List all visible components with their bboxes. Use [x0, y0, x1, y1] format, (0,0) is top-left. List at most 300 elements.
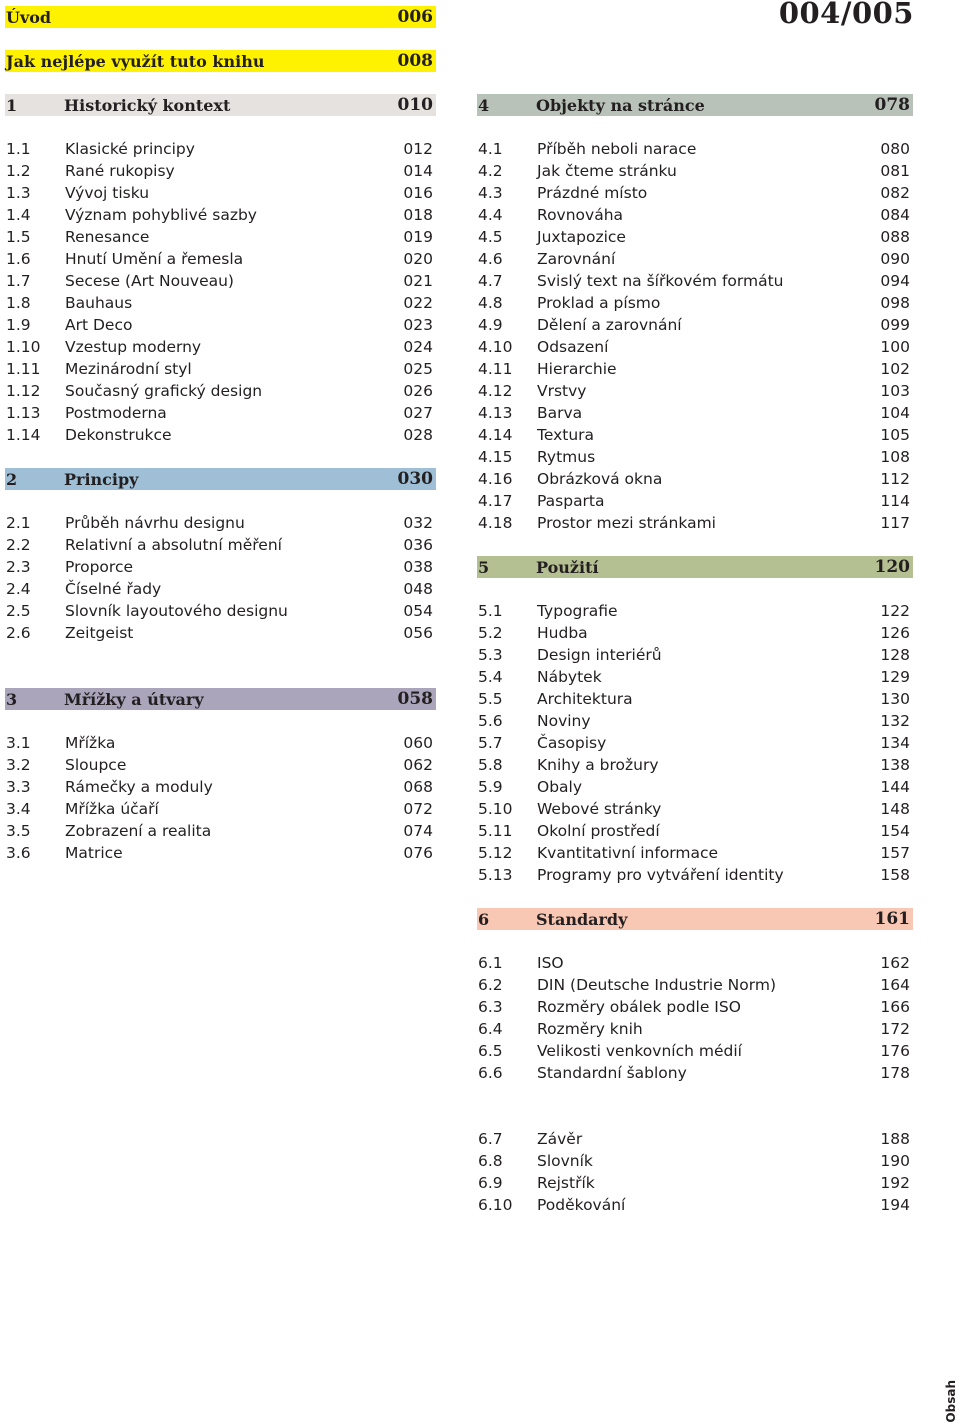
toc-entry[interactable] — [5, 248, 436, 270]
toc-entry-number: 6.10 — [478, 1196, 513, 1214]
toc-entry-page: 012 — [403, 140, 433, 158]
toc-entry-title: Vzestup moderny — [65, 338, 202, 356]
toc-entry-title: Typografie — [537, 602, 618, 620]
toc-section-title: Standardy — [536, 909, 628, 929]
toc-entry-title: Sloupce — [65, 756, 127, 774]
toc-entry-number: 4.6 — [478, 250, 503, 268]
toc-entry[interactable] — [5, 336, 436, 358]
toc-entry-page: 103 — [880, 382, 910, 400]
toc-entry[interactable] — [5, 226, 436, 248]
toc-entry-page: 027 — [403, 404, 433, 422]
toc-entry-number: 4.2 — [478, 162, 503, 180]
toc-entry-page: 023 — [403, 316, 433, 334]
toc-entry-title: Nábytek — [537, 668, 602, 686]
toc-entry[interactable] — [477, 974, 913, 996]
toc-section-1 — [5, 94, 436, 446]
toc-entry[interactable] — [5, 424, 436, 446]
toc-entry-number: 4.4 — [478, 206, 503, 224]
toc-entry-title: Časopisy — [537, 734, 607, 752]
toc-entry[interactable] — [477, 710, 913, 732]
toc-entry-title: Zobrazení a realita — [65, 822, 212, 840]
toc-entry-page: 178 — [880, 1064, 910, 1082]
toc-entry-number: 5.2 — [478, 624, 503, 642]
toc-entry-number: 4.18 — [478, 514, 513, 532]
toc-entry[interactable] — [5, 160, 436, 182]
toc-entry-title: Architektura — [537, 690, 633, 708]
toc-entry[interactable] — [477, 512, 913, 534]
toc-entry-number: 3.3 — [6, 778, 31, 796]
toc-entry-number: 3.2 — [6, 756, 31, 774]
toc-bar-page: 008 — [397, 51, 433, 71]
toc-entry-number: 4.8 — [478, 294, 503, 312]
toc-entry-page: 144 — [880, 778, 910, 796]
toc-entry-title: Rámečky a moduly — [65, 778, 213, 796]
toc-entry-number: 3.1 — [6, 734, 31, 752]
toc-entry[interactable] — [477, 798, 913, 820]
toc-entry-number: 5.13 — [478, 866, 513, 884]
toc-section-page: 010 — [397, 95, 433, 115]
toc-section-title: Historický kontext — [64, 95, 231, 115]
toc-entry-title: Juxtapozice — [537, 228, 626, 246]
toc-section-3 — [5, 688, 436, 864]
toc-entry-title: Pasparta — [537, 492, 605, 510]
toc-entry-page: 048 — [403, 580, 433, 598]
toc-entry-number: 2.4 — [6, 580, 31, 598]
toc-section-header[interactable] — [477, 556, 913, 578]
toc-entry-number: 1.4 — [6, 206, 31, 224]
toc-entry-title: Noviny — [537, 712, 591, 730]
toc-entry-number: 1.6 — [6, 250, 31, 268]
toc-entry[interactable] — [5, 314, 436, 336]
toc-entry-number: 4.9 — [478, 316, 503, 334]
toc-entry[interactable] — [5, 600, 436, 622]
toc-entry-title: Mřížka — [65, 734, 116, 752]
toc-entry-number: 1.14 — [6, 426, 41, 444]
toc-section-page: 058 — [397, 689, 433, 709]
toc-entry-title: Obrázková okna — [537, 470, 663, 488]
toc-entry-title: Prázdné místo — [537, 184, 648, 202]
toc-entry-title: Číselné řady — [65, 580, 162, 598]
toc-entry-number: 5.12 — [478, 844, 513, 862]
toc-entry-title: Dělení a zarovnání — [537, 316, 682, 334]
toc-entry-number: 1.9 — [6, 316, 31, 334]
toc-entry-number: 4.12 — [478, 382, 513, 400]
toc-entry-title: Hnutí Umění a řemesla — [65, 250, 244, 268]
toc-entry-page: 025 — [403, 360, 433, 378]
toc-entry[interactable] — [477, 248, 913, 270]
toc-entry-number: 4.11 — [478, 360, 513, 378]
toc-entry-title: Secese (Art Nouveau) — [65, 272, 234, 290]
toc-entry[interactable] — [477, 996, 913, 1018]
toc-entry[interactable] — [5, 138, 436, 160]
toc-entry-title: Rozměry knih — [537, 1020, 643, 1038]
toc-entry-page: 164 — [880, 976, 910, 994]
toc-entry-number: 3.6 — [6, 844, 31, 862]
toc-entry[interactable] — [477, 402, 913, 424]
toc-entry-number: 5.4 — [478, 668, 503, 686]
toc-entry-title: Prostor mezi stránkami — [537, 514, 716, 532]
toc-entry-page: 088 — [880, 228, 910, 246]
toc-entry-number: 1.2 — [6, 162, 31, 180]
toc-entry-number: 5.9 — [478, 778, 503, 796]
toc-entry-title: Standardní šablony — [537, 1064, 687, 1082]
toc-entry[interactable] — [477, 1040, 913, 1062]
toc-entry[interactable] — [477, 688, 913, 710]
toc-entry-number: 3.4 — [6, 800, 31, 818]
toc-entry-number: 6.2 — [478, 976, 503, 994]
toc-entry[interactable] — [477, 138, 913, 160]
toc-entry[interactable] — [5, 776, 436, 798]
toc-entry-number: 6.7 — [478, 1130, 503, 1148]
toc-entry-title: Barva — [537, 404, 583, 422]
toc-entry[interactable] — [477, 864, 913, 886]
toc-entry[interactable] — [477, 644, 913, 666]
toc-entry-page: 068 — [403, 778, 433, 796]
toc-entry-page: 114 — [880, 492, 910, 510]
toc-entry-title: Obaly — [537, 778, 583, 796]
toc-entry[interactable] — [5, 754, 436, 776]
toc-section-title: Objekty na stránce — [536, 95, 705, 115]
toc-entry-number: 6.4 — [478, 1020, 503, 1038]
toc-entry-number: 6.3 — [478, 998, 503, 1016]
toc-entry[interactable] — [5, 270, 436, 292]
toc-section-5 — [477, 556, 913, 886]
toc-bar-page: 006 — [397, 7, 433, 27]
toc-entry[interactable] — [477, 622, 913, 644]
toc-entry-page: 080 — [880, 140, 910, 158]
toc-entry-page: 134 — [880, 734, 910, 752]
toc-section-number: 6 — [478, 909, 490, 929]
toc-entry-page: 021 — [403, 272, 433, 290]
toc-entry-page: 154 — [880, 822, 910, 840]
toc-entry-title: Mezinárodní styl — [65, 360, 192, 378]
toc-entry-title: Hudba — [537, 624, 588, 642]
toc-section-header[interactable] — [477, 94, 913, 116]
toc-entry[interactable] — [5, 204, 436, 226]
toc-entry-number: 3.5 — [6, 822, 31, 840]
toc-entry-title: Slovník — [537, 1152, 593, 1170]
toc-entry-page: 024 — [403, 338, 433, 356]
toc-entry-page: 072 — [403, 800, 433, 818]
toc-entry-title: Zeitgeist — [65, 624, 134, 642]
toc-entry-page: 148 — [880, 800, 910, 818]
toc-entry-title: Design interiérů — [537, 646, 662, 664]
toc-entry[interactable] — [5, 732, 436, 754]
toc-entry[interactable] — [477, 1194, 913, 1216]
toc-entry-number: 2.1 — [6, 514, 31, 532]
toc-entry[interactable] — [477, 754, 913, 776]
toc-entry-page: 090 — [880, 250, 910, 268]
toc-entry-title: Zarovnání — [537, 250, 616, 268]
toc-entry-title: Rané rukopisy — [65, 162, 175, 180]
toc-section-page: 161 — [874, 909, 910, 929]
toc-entry-number: 4.15 — [478, 448, 513, 466]
toc-entry-title: Průběh návrhu designu — [65, 514, 245, 532]
toc-entry[interactable] — [477, 666, 913, 688]
toc-entry[interactable] — [477, 842, 913, 864]
toc-entry-title: Mřížka účaří — [65, 800, 159, 818]
toc-entry[interactable] — [477, 952, 913, 974]
toc-entry-page: 081 — [880, 162, 910, 180]
toc-entry[interactable] — [477, 160, 913, 182]
toc-entry-number: 4.16 — [478, 470, 513, 488]
toc-entry-title: Relativní a absolutní měření — [65, 536, 282, 554]
toc-entry-page: 020 — [403, 250, 433, 268]
toc-entry[interactable] — [5, 358, 436, 380]
toc-section-title: Principy — [64, 469, 139, 489]
toc-entry-title: Vývoj tisku — [65, 184, 150, 202]
toc-entry-number: 1.13 — [6, 404, 41, 422]
toc-entry[interactable] — [477, 1062, 913, 1084]
toc-entry-title: Poděkování — [537, 1196, 626, 1214]
toc-entry-number: 4.3 — [478, 184, 503, 202]
toc-entry-title: Textura — [537, 426, 595, 444]
toc-entry-page: 074 — [403, 822, 433, 840]
toc-entry[interactable] — [477, 358, 913, 380]
toc-entry-page: 138 — [880, 756, 910, 774]
toc-entry-page: 022 — [403, 294, 433, 312]
toc-entry-number: 4.13 — [478, 404, 513, 422]
toc-entry-number: 5.7 — [478, 734, 503, 752]
toc-bar-title: Jak nejlépe využít tuto knihu — [6, 51, 265, 71]
toc-entry-page: 112 — [880, 470, 910, 488]
toc-entry-number: 4.14 — [478, 426, 513, 444]
toc-entry-number: 5.6 — [478, 712, 503, 730]
toc-entry-number: 6.5 — [478, 1042, 503, 1060]
toc-entry[interactable] — [477, 600, 913, 622]
toc-entry-number: 4.17 — [478, 492, 513, 510]
toc-entry-title: Knihy a brožury — [537, 756, 659, 774]
toc-entry-number: 2.2 — [6, 536, 31, 554]
toc-entry-title: Význam pohyblivé sazby — [65, 206, 257, 224]
toc-entry-page: 028 — [403, 426, 433, 444]
toc-entry[interactable] — [477, 270, 913, 292]
toc-entry-number: 1.8 — [6, 294, 31, 312]
toc-entry[interactable] — [477, 182, 913, 204]
toc-section-title: Použití — [536, 557, 599, 577]
toc-closing-list — [477, 1128, 913, 1216]
toc-section-header[interactable] — [477, 908, 913, 930]
toc-entry-title: Příběh neboli narace — [537, 140, 697, 158]
toc-section-number: 3 — [6, 689, 18, 709]
toc-section-number: 4 — [478, 95, 490, 115]
toc-entry-title: Proporce — [65, 558, 134, 576]
toc-entry-title: Vrstvy — [537, 382, 587, 400]
toc-entry-page: 194 — [880, 1196, 910, 1214]
toc-entry-number: 2.3 — [6, 558, 31, 576]
toc-entry-page: 188 — [880, 1130, 910, 1148]
toc-entry[interactable] — [477, 292, 913, 314]
toc-entry-title: Rytmus — [537, 448, 596, 466]
toc-entry-title: Velikosti venkovních médií — [537, 1042, 742, 1060]
toc-entry-title: Rozměry obálek podle ISO — [537, 998, 741, 1016]
toc-entry-number: 5.11 — [478, 822, 513, 840]
toc-entry-title: ISO — [537, 954, 564, 972]
toc-entry[interactable] — [5, 820, 436, 842]
toc-entry-page: 082 — [880, 184, 910, 202]
toc-entry-title: Klasické principy — [65, 140, 195, 158]
toc-intro-bar-uvod[interactable] — [5, 6, 436, 28]
toc-entry-page: 102 — [880, 360, 910, 378]
toc-entry[interactable] — [477, 380, 913, 402]
toc-entry[interactable] — [5, 578, 436, 600]
toc-entry[interactable] — [5, 842, 436, 864]
toc-entry-number: 2.5 — [6, 602, 31, 620]
toc-entry-page: 032 — [403, 514, 433, 532]
toc-bar-title: Úvod — [6, 7, 52, 27]
toc-entry-page: 105 — [880, 426, 910, 444]
toc-entry-page: 018 — [403, 206, 433, 224]
toc-entry-page: 038 — [403, 558, 433, 576]
toc-entry-number: 4.7 — [478, 272, 503, 290]
toc-entry-page: 099 — [880, 316, 910, 334]
toc-entry-number: 4.1 — [478, 140, 503, 158]
toc-entry-page: 062 — [403, 756, 433, 774]
toc-entry-number: 5.8 — [478, 756, 503, 774]
toc-intro-bar-how-to-use[interactable] — [5, 50, 436, 72]
toc-entry-title: Bauhaus — [65, 294, 133, 312]
toc-entry-number: 4.10 — [478, 338, 513, 356]
toc-section-number: 2 — [6, 469, 18, 489]
toc-entry[interactable] — [477, 732, 913, 754]
toc-section-page: 120 — [874, 557, 910, 577]
toc-entry[interactable] — [477, 468, 913, 490]
toc-entry[interactable] — [5, 402, 436, 424]
toc-entry-page: 129 — [880, 668, 910, 686]
toc-entry[interactable] — [477, 1018, 913, 1040]
toc-entry-title: Jak čteme stránku — [537, 162, 677, 180]
toc-entry-number: 5.1 — [478, 602, 503, 620]
toc-entry-page: 132 — [880, 712, 910, 730]
toc-entry[interactable] — [477, 336, 913, 358]
toc-entry[interactable] — [477, 776, 913, 798]
toc-entry[interactable] — [477, 204, 913, 226]
toc-section-header[interactable] — [5, 94, 436, 116]
toc-entry-page: 014 — [403, 162, 433, 180]
toc-entry-number: 5.10 — [478, 800, 513, 818]
toc-entry[interactable] — [477, 820, 913, 842]
toc-entry-title: DIN (Deutsche Industrie Norm) — [537, 976, 777, 994]
toc-entry[interactable] — [477, 424, 913, 446]
toc-entry-page: 158 — [880, 866, 910, 884]
toc-entry-number: 2.6 — [6, 624, 31, 642]
toc-entry-number: 1.5 — [6, 228, 31, 246]
toc-entry-page: 098 — [880, 294, 910, 312]
toc-entry-page: 126 — [880, 624, 910, 642]
toc-entry-page: 100 — [880, 338, 910, 356]
toc-entry-title: Renesance — [65, 228, 150, 246]
toc-right-column — [477, 94, 913, 1216]
toc-entry-number: 6.1 — [478, 954, 503, 972]
toc-section-number: 5 — [478, 557, 490, 577]
toc-section-header[interactable] — [5, 468, 436, 490]
side-label: Obsah — [944, 1380, 958, 1423]
toc-entry-page: 162 — [880, 954, 910, 972]
toc-entry[interactable] — [5, 292, 436, 314]
toc-section-page: 030 — [397, 469, 433, 489]
toc-entry-title: Odsazení — [537, 338, 609, 356]
toc-entry[interactable] — [477, 314, 913, 336]
toc-entry-page: 084 — [880, 206, 910, 224]
toc-entry-page: 056 — [403, 624, 433, 642]
toc-entry[interactable] — [5, 182, 436, 204]
toc-entry[interactable] — [477, 1150, 913, 1172]
toc-entry-page: 176 — [880, 1042, 910, 1060]
toc-entry-number: 5.3 — [478, 646, 503, 664]
toc-entry-page: 019 — [403, 228, 433, 246]
toc-left-column — [5, 6, 436, 864]
toc-section-4 — [477, 94, 913, 534]
toc-entry-title: Závěr — [537, 1130, 583, 1148]
toc-entry-title: Hierarchie — [537, 360, 617, 378]
toc-entry-page: 094 — [880, 272, 910, 290]
toc-entry-page: 016 — [403, 184, 433, 202]
toc-entry-title: Art Deco — [65, 316, 133, 334]
toc-entry-title: Slovník layoutového designu — [65, 602, 288, 620]
toc-entry-number: 1.1 — [6, 140, 31, 158]
toc-entry-page: 166 — [880, 998, 910, 1016]
toc-entry[interactable] — [477, 446, 913, 468]
toc-section-page: 078 — [874, 95, 910, 115]
toc-entry-number: 6.6 — [478, 1064, 503, 1082]
toc-entry-title: Postmoderna — [65, 404, 167, 422]
toc-entry-number: 1.11 — [6, 360, 41, 378]
toc-entry-title: Webové stránky — [537, 800, 662, 818]
toc-entry[interactable] — [477, 1128, 913, 1150]
toc-entry-page: 054 — [403, 602, 433, 620]
toc-entry-title: Matrice — [65, 844, 123, 862]
toc-entry-title: Okolní prostředí — [537, 822, 660, 840]
toc-entry[interactable] — [5, 380, 436, 402]
toc-entry-page: 076 — [403, 844, 433, 862]
toc-entry[interactable] — [5, 512, 436, 534]
toc-entry-title: Proklad a písmo — [537, 294, 661, 312]
toc-entry-title: Kvantitativní informace — [537, 844, 719, 862]
toc-entry[interactable] — [477, 490, 913, 512]
toc-section-2 — [5, 468, 436, 644]
toc-entry-title: Dekonstrukce — [65, 426, 172, 444]
toc-entry[interactable] — [5, 798, 436, 820]
toc-entry[interactable] — [477, 1172, 913, 1194]
toc-entry-page: 026 — [403, 382, 433, 400]
toc-entry[interactable] — [5, 622, 436, 644]
toc-entry-page: 192 — [880, 1174, 910, 1192]
toc-entry-page: 117 — [880, 514, 910, 532]
toc-entry-page: 104 — [880, 404, 910, 422]
toc-entry-title: Rovnováha — [537, 206, 624, 224]
toc-entry-page: 060 — [403, 734, 433, 752]
toc-section-header[interactable] — [5, 688, 436, 710]
toc-entry[interactable] — [477, 226, 913, 248]
toc-entry-page: 157 — [880, 844, 910, 862]
toc-entry-page: 172 — [880, 1020, 910, 1038]
toc-entry[interactable] — [5, 534, 436, 556]
toc-entry-number: 6.9 — [478, 1174, 503, 1192]
toc-entry-title: Současný grafický design — [65, 382, 263, 400]
toc-entry-page: 036 — [403, 536, 433, 554]
toc-entry-number: 1.3 — [6, 184, 31, 202]
toc-entry-page: 130 — [880, 690, 910, 708]
toc-entry-number: 5.5 — [478, 690, 503, 708]
toc-entry-number: 4.5 — [478, 228, 503, 246]
toc-entry-title: Rejstřík — [537, 1174, 595, 1192]
toc-entry-number: 1.7 — [6, 272, 31, 290]
toc-entry[interactable] — [5, 556, 436, 578]
toc-entry-title: Svislý text na šířkovém formátu — [537, 272, 784, 290]
toc-entry-number: 1.12 — [6, 382, 41, 400]
toc-entry-page: 190 — [880, 1152, 910, 1170]
page-number: 004/005 — [778, 0, 914, 30]
